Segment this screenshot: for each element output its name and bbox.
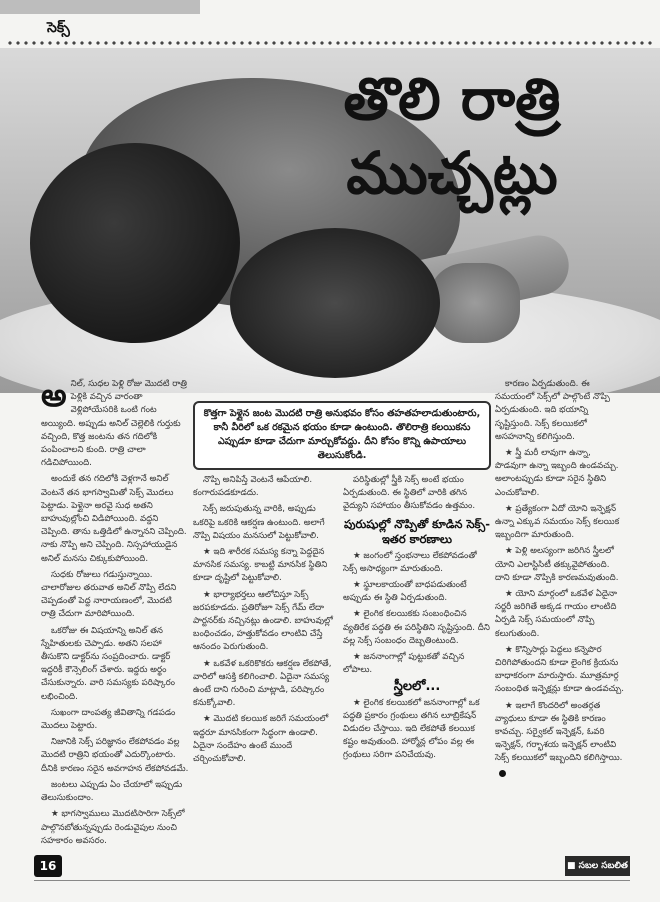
headline-line-2: ముచ్చట్లు bbox=[346, 139, 558, 207]
column-1 bbox=[41, 378, 189, 851]
paragraph: అందుకే తన గదిలోకి వెళ్లగానే అనిల్ వెంటనే తన భాగస్వామితో సెక్స్ మొదలు పెట్టాడు. పెళ్లైనా అరవై సుధ అతని బాహువుల్లోంచి విడిపోయింది. వద్దని చెప్పింది. తాను ఒత్తిడిలో ఉన్నానని చెప్పింది. నాకు నొప్పి అని చెప్పింది. నిస్సహాయుడైన అనిల్ మనసు చిక్కుకుపోయింది. bbox=[41, 474, 187, 564]
article-headline bbox=[262, 64, 642, 208]
drop-cap: అ bbox=[41, 376, 67, 414]
paragraph: సెక్స్ జరుపుతున్న వారికి, అప్పుడు ఒకరిపై ఒకరికి ఆకర్షణ ఉంటుంది. అలాగే నొప్పి విషయం మనసులో పెట్టుకోవాలి. bbox=[193, 504, 325, 541]
paragraph: ★ యోని మార్గంలో ఒకవేళ ఏదైనా సర్జరీ జరిగితే అక్కడ గాయం లాంటిది ఏర్పడి సెక్స్ సమయంలో నొప్పి కలుగుతుంది. bbox=[495, 589, 617, 639]
paragraph: నొప్పి అనిపిస్తే వెంటనే ఆపేయాలి. కంగారుపడకూడదు. bbox=[193, 475, 313, 499]
column-4 bbox=[495, 378, 625, 782]
end-of-article-icon bbox=[499, 770, 506, 777]
paragraph: ★ ఇది శారీరక సమస్య కన్నా పెద్దదైన మానసిక సమస్య. కాబట్టి మానసిక స్థితిని కూడా దృష్టిలో పెట్టుకోవాలి. bbox=[193, 547, 328, 584]
paragraph: సుఖంగా దాంపత్య జీవితాన్ని గడపడం మొదలు పెట్టారు. bbox=[41, 707, 176, 732]
paragraph: ★ ఇలాగే కొందరిలో అంతర్గత వ్యాధులు కూడా ఈ స్థితికి కారణం కావచ్చు. సర్వైకల్ ఇన్ఫెక్షన్, ఓవరి ఇన్ఫెక్షన్, గర్భాశయ ఇన్ఫెక్షన్ లాంటివి సెక్స్ కలయికలో ఇబ్బందిని కలిగిస్తాయి. bbox=[495, 700, 623, 764]
magazine-footer-label: ■ సబల సబలిత bbox=[565, 856, 630, 876]
paragraph: ★ స్థూలకాయంతో బాధపడుతుంటే అప్పుడు ఈ స్థితి ఏర్పడుతుంది. bbox=[343, 580, 467, 604]
photo-clasped-hands bbox=[430, 263, 520, 343]
paragraph: నిజానికి సెక్స్ పరిజ్ఞానం లేకపోవడం వల్ల మొదటి రాత్రిని భయంతో ఎదుర్కొంటారు. దీనికి కారణం సరైన అవగాహన లేకపోవడమే. bbox=[41, 737, 189, 774]
paragraph: నిల్, సుధల పెళ్లి రోజు మొదటి రాత్రి పెళ్లికి వచ్చిన వారంతా వెళ్లిపోయేసరికి ఒంటి గంట అయ్యింది. అప్పుడు అనిల్ చెల్లెలికి గుర్తుకు వచ్చింది, కొత్త జంటను తన గదిలోకి పంపించాలని కుంది. రాత్రి చాలా గడిచిపోయింది. bbox=[41, 379, 187, 469]
paragraph: సుధకు రోజులు గడుస్తున్నాయి. చాలారోజుల తరువాత అనిల్ నొప్పి లేదని చెప్పడంతో పెద్ద నారాయణంలో, మొదటి రాత్రి చేదుగా మారిపోయింది. bbox=[41, 569, 177, 620]
paragraph: ★ మొదటి కలయిక జరిగే సమయంలో ఇద్దరూ మానసికంగా సిద్ధంగా ఉండాలి. ఏదైనా సందేహం ఉంటే ముందే చర్చించుకోవాలి. bbox=[193, 714, 329, 765]
paragraph: పరిస్థితుల్లో స్త్రీకి సెక్స్ అంటే భయం ఏర్పడుతుంది. ఈ స్థితిలో వారికి తగిన వైద్యుని సహాయం తీసుకోవడం ఉత్తమం. bbox=[343, 475, 476, 512]
top-color-bar bbox=[0, 0, 200, 14]
paragraph: ★ లైంగిక కలయికకు సంబంధించిన వ్యతిరేక పద్ధతి ఈ పరిస్థితిని సృష్టిస్తుంది. దీని వల్ల సెక్స్ సంబంధం దెబ్బతింటుంది. bbox=[343, 609, 490, 646]
section-tag: సెక్స్ bbox=[47, 20, 70, 36]
paragraph: జంటలు ఎప్పుడు ఏం చేయాలో ఇప్పుడు తెలుసుకుందాం. bbox=[41, 779, 183, 804]
photo-figure-head bbox=[30, 143, 240, 343]
paragraph: ★ లైంగిక కలయికలో జననాంగాల్లో ఒక పద్ధతి ప్రకారం గ్రంథులు తగిన లూబ్రికేషన్ విడుదల చేస్తాయి. ఇది లేకపోతే కలయిక కష్టం అవుతుంది. హార్మోన్ల లోపం వల్ల ఈ గ్రంథులు సరిగా పనిచేయవు. bbox=[343, 697, 480, 761]
page-number: 16 bbox=[34, 855, 62, 877]
subheading-men: పురుషుల్లో నొప్పితో కూడిన సెక్స్- ఇతర కారణాలు bbox=[344, 516, 490, 546]
paragraph: ఒకరోజు ఈ విషయాన్ని అనిల్ తన స్నేహితులకు చెప్పాడు. అతని సలహా తీసుకొని డాక్టర్‌ను సంప్రదించారు. డాక్టర్ ఇద్దరికీ కౌన్సెలింగ్ చేశారు. ఇద్దరు అర్థం చేసుకున్నారు. వారి సమస్యకు పరిష్కారం లభించింది. bbox=[41, 625, 176, 702]
paragraph: ★ స్త్రీ మరీ లావుగా ఉన్నా, పొడవుగా ఉన్నా ఇబ్బంది ఉండవచ్చు. అలాంటప్పుడు కూడా సరైన స్థితిని ఎంచుకోవాలి. bbox=[495, 448, 619, 498]
paragraph: ★ భార్యాభర్తలు ఆలోచిస్తూ సెక్స్ జరపకూడదు. ప్రతిరోజూ సెక్స్ గేమ్ లేదా పార్టనర్‌కు నచ్చినట్లు ఉండాలి. బాహువుల్లో బంధించడం, హత్తుకోవడం లాంటివి చేస్తే ఆనందం పెరుగుతుంది. bbox=[193, 589, 333, 653]
dotted-divider bbox=[6, 40, 654, 46]
paragraph: ★ జననాంగాల్లో పుట్టుకతో వచ్చిన లోపాలు. bbox=[343, 652, 465, 676]
paragraph: ★ ప్రత్యేకంగా ఏదో యోని ఇన్ఫెక్షన్ ఉన్నా ఎక్కువ సమయం సెక్స్ కలయిక ఇబ్బందిగా మారుతుంది. bbox=[495, 503, 620, 541]
paragraph: ★ ఒకవేళ ఒకరికొకరు ఆకర్షణ లేకపోతే, వారిలో ఆసక్తి కలిగించాలి. ఏదైనా సమస్య ఉంటే దాని గురించి మాట్లాడి, పరిష్కారం కనుక్కోవాలి. bbox=[193, 658, 332, 709]
paragraph: ★ పెళ్లి అలస్యంగా జరిగిన స్త్రీలలో యోని ఎలాస్టిసిటీ తక్కువైపోతుంది. దాని కూడా నొప్పికి కారణమవుతుంది. bbox=[495, 546, 619, 583]
column-3 bbox=[343, 474, 491, 766]
headline-line-1: తొలి రాత్రి bbox=[343, 65, 561, 133]
column-2 bbox=[193, 474, 339, 769]
footer-rule bbox=[34, 880, 630, 881]
photo-figure-hair bbox=[230, 228, 440, 378]
paragraph: ★ జంగంలో స్తంభనాలు లేకపోవడంతో సెక్స్ అసాధ్యంగా మారుతుంది. bbox=[343, 550, 477, 574]
paragraph: కారణం ఏర్పడుతుంది. ఈ సమయంలో సెక్స్‌లో పాల్గొంటే నొప్పి ఏర్పడుతుంది. ఇది భయాన్ని సృష్టిస్తుంది. సెక్స్ కలయికలో అసహనాన్ని కలిగిస్తుంది. bbox=[495, 379, 610, 442]
intro-callout-box: కొత్తగా పెళ్లైన జంట మొదటి రాత్రి అనుభవం కోసం తహతహలాడుతుంటారు, కానీ వీరిలో ఒక రకమైన భయం కూడా ఉంటుంది. తొలిరాత్రి కలయికను ఎప్పుడూ కూడా చేదుగా మార్చుకోవద్దు. దీని కోసం కొన్ని ఉపాయాలు తెలుసుకోండి. bbox=[193, 401, 491, 470]
paragraph: ★ భాగస్వాములు మొదటిసారిగా సెక్స్‌లో పాల్గొనబోతున్నప్పుడు రెండువైపుల నుంచి సహకారం అవసరం. bbox=[41, 809, 185, 846]
paragraph: ★ కొన్నిసార్లు పెద్దలు కన్నెపొర చిరిగిపోతుందని కూడా లైంగిక క్రియను బాధాకరంగా మారుస్తారు. మూత్రమార్గ సంబంధిత ఇన్ఫెక్షన్లు కూడా ఉండవచ్చు. bbox=[495, 644, 624, 695]
subheading-women: స్త్రీలలో... bbox=[393, 679, 441, 695]
